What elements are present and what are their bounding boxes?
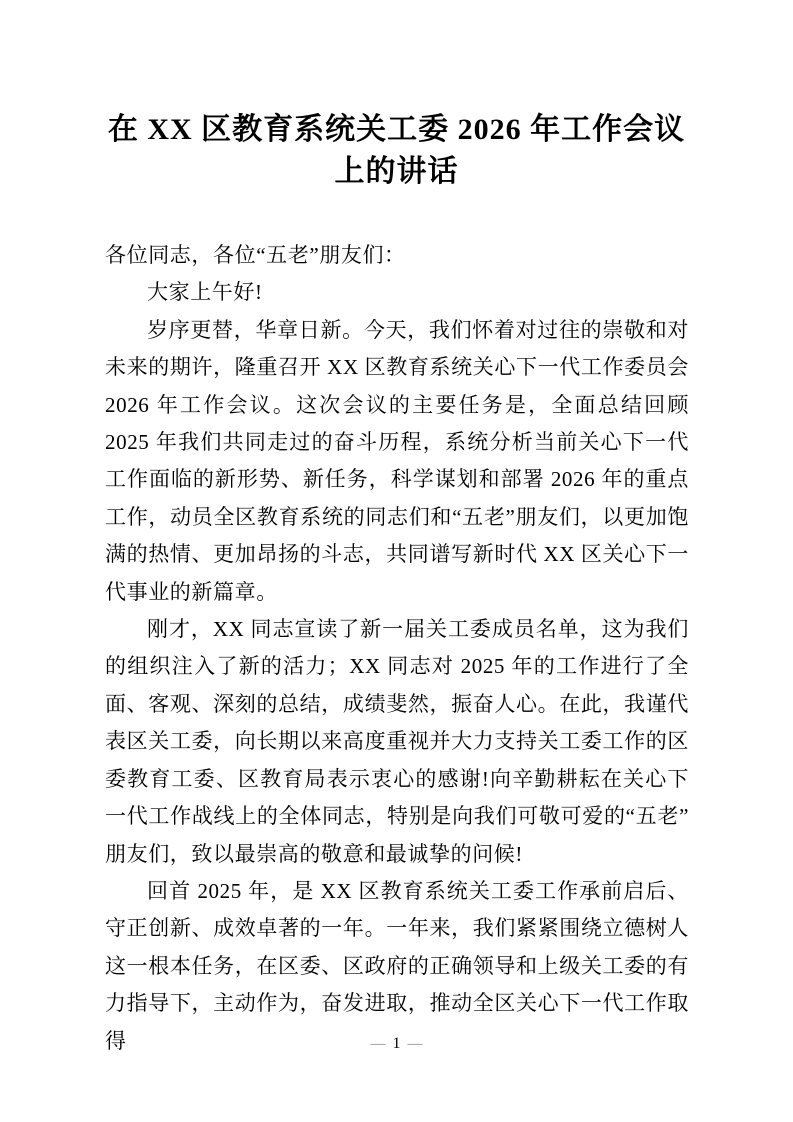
salutation-line: 各位同志，各位“五老”朋友们：: [105, 243, 406, 267]
paragraph-review-2025: 回首 2025 年，是 XX 区教育系统关工委工作承前启后、守正创新、成效卓著的一年。一年来，我们紧紧围绕立德树人这一根本任务，在区委、区政府的正确领导和上级关工委的有力指导下，主动作为，奋发进取，推动全区关心下一代工作取得: [105, 878, 689, 1053]
document-title-line-1: 在 XX 区教育系统关工委 2026 年工作会议: [107, 113, 686, 146]
document-title-line-2: 上的讲话: [334, 155, 459, 188]
paragraph-greeting: 大家上午好!: [147, 280, 263, 305]
document-body: [105, 237, 689, 1060]
document-title: [0, 0, 793, 193]
paragraph-opening: 岁序更替，华章日新。今天，我们怀着对过往的崇敬和对未来的期许，隆重召开 XX 区教育系统关心下一代工作委员会 2026 年工作会议。这次会议的主要任务是，全面总结回顾 2025 年我们共同走过的奋斗历程，系统分析当前关心下一代工作面临的新形势、新任务，科学谋划和部署 2026 年的重点工作，动员全区教育系统的同志们和“五老”朋友们，以更加饱满的热情、更加昂扬的斗志，共同谱写新时代 XX 区关心下一代事业的新篇章。: [105, 317, 689, 604]
page-number: 1: [392, 1035, 401, 1052]
footer-dash-left: —: [370, 1036, 386, 1052]
footer-dash-right: —: [407, 1036, 423, 1052]
paragraph-thanks: 刚才，XX 同志宣读了新一届关工委成员名单，这为我们的组织注入了新的活力；XX 同志对 2025 年的工作进行了全面、客观、深刻的总结，成绩斐然，振奋人心。在此，我谨代表区关工委，向长期以来高度重视并大力支持关工委工作的区委教育工委、区教育局表示衷心的感谢!向辛勤耕耘在关心下一代工作战线上的全体同志，特别是向我们可敬可爱的“五老”朋友们，致以最崇高的敬意和最诚挚的问候!: [105, 617, 689, 866]
page-footer: [0, 1034, 793, 1054]
